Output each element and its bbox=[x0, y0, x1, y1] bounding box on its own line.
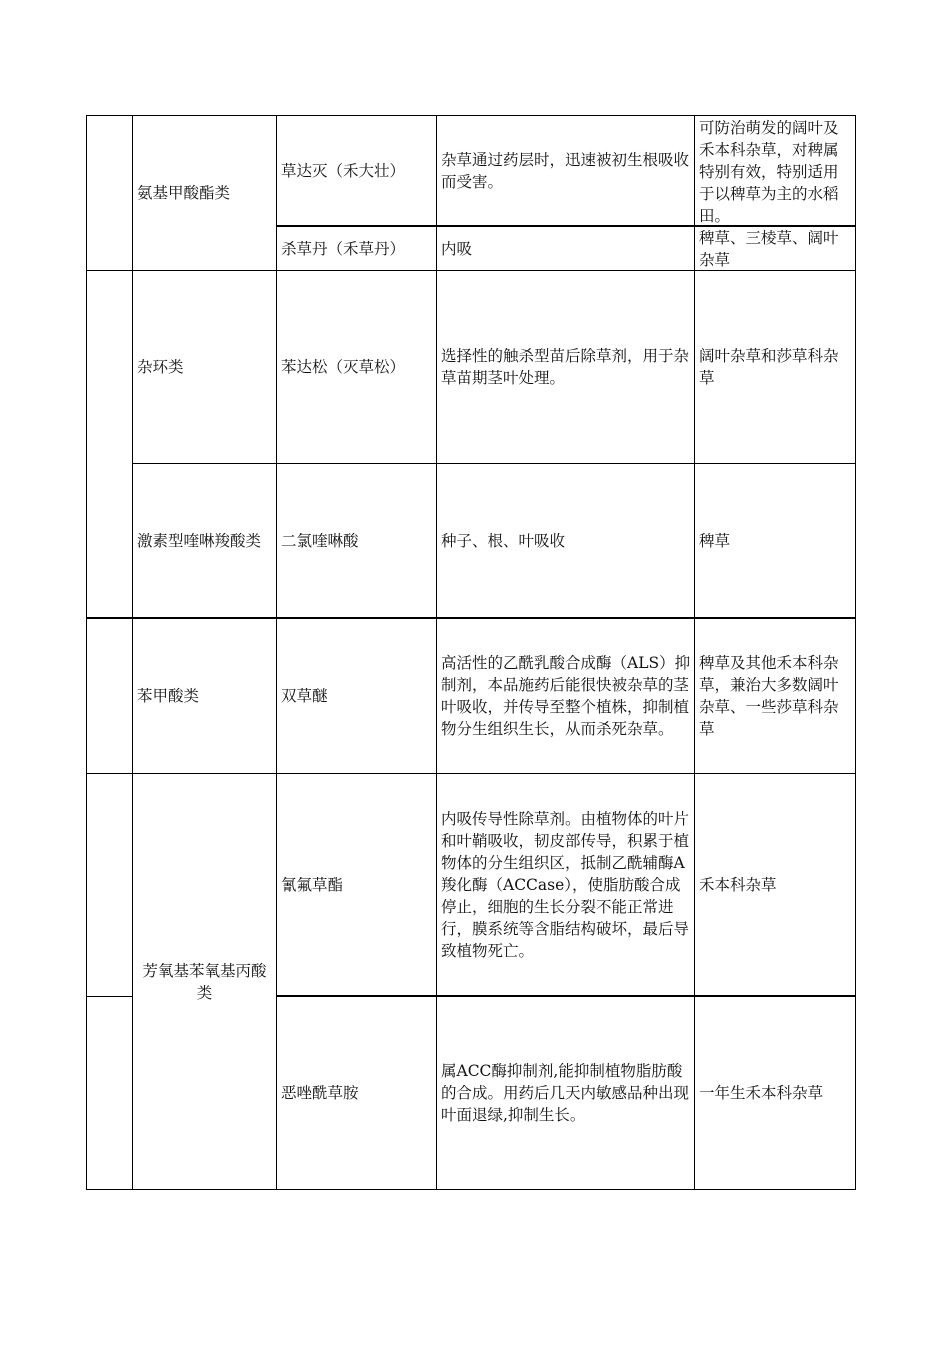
target-weeds-text: 稗草 bbox=[699, 531, 731, 550]
category-text: 苯甲酸类 bbox=[137, 687, 200, 705]
category-text: 激素型喹啉羧酸类 bbox=[137, 531, 262, 550]
herbicide-name-cell bbox=[277, 116, 436, 225]
herbicide-name: 杀草丹（禾草丹） bbox=[281, 239, 406, 258]
target-weeds-text: 稗草及其他禾本科杂草，兼治大多数阔叶杂草、一些莎草科杂草 bbox=[699, 654, 839, 738]
target-weeds-text: 可防治萌发的阔叶及禾本科杂草，对稗属特别有效，特别适用于以稗草为主的水稻田。 bbox=[699, 119, 839, 225]
category-cell bbox=[133, 619, 276, 773]
mode-of-action-text: 杂草通过药层时，迅速被初生根吸收而受害。 bbox=[441, 151, 690, 191]
herbicide-name-cell bbox=[277, 997, 436, 1189]
herbicide-name: 双草醚 bbox=[281, 687, 328, 705]
category-cell bbox=[133, 464, 276, 617]
category-cell bbox=[133, 271, 276, 463]
herbicide-name-cell bbox=[277, 619, 436, 773]
mode-of-action-cell bbox=[437, 619, 694, 773]
table-rule bbox=[855, 115, 856, 1190]
table-rule bbox=[86, 1189, 856, 1190]
mode-of-action-cell bbox=[437, 464, 694, 617]
target-weeds-text: 阔叶杂草和莎草科杂草 bbox=[699, 347, 839, 387]
category-text: 芳氧基苯氧基丙酸类 bbox=[142, 961, 267, 1002]
herbicide-name: 氰氟草酯 bbox=[281, 875, 344, 894]
category-cell bbox=[133, 774, 276, 1189]
mode-of-action-text: 属ACC酶抑制剂,能抑制植物脂肪酸的合成。用药后几天内敏感品种出现叶面退绿,抑制生长。 bbox=[441, 1062, 690, 1124]
herbicide-name-cell bbox=[277, 271, 436, 463]
herbicide-name: 草达灭（禾大壮） bbox=[281, 161, 406, 180]
mode-of-action-cell bbox=[437, 227, 694, 270]
target-weeds-cell bbox=[695, 227, 855, 270]
target-weeds-text: 禾本科杂草 bbox=[699, 875, 777, 894]
herbicide-name-cell bbox=[277, 464, 436, 617]
herbicide-name-cell bbox=[277, 774, 436, 995]
category-text: 氨基甲酸酯类 bbox=[137, 184, 231, 202]
herbicide-name: 恶唑酰草胺 bbox=[281, 1084, 359, 1102]
target-weeds-cell bbox=[695, 117, 855, 225]
mode-of-action-text: 内吸 bbox=[441, 239, 473, 258]
target-weeds-cell bbox=[695, 271, 855, 463]
target-weeds-text: 稗草、三棱草、阔叶杂草 bbox=[699, 229, 839, 269]
mode-of-action-cell bbox=[437, 271, 694, 463]
table-rule bbox=[86, 996, 132, 997]
category-cell bbox=[133, 116, 276, 270]
herbicide-name: 苯达松（灭草松） bbox=[281, 358, 406, 376]
herbicide-name: 二氯喹啉酸 bbox=[281, 531, 359, 550]
mode-of-action-text: 种子、根、叶吸收 bbox=[441, 531, 566, 550]
target-weeds-cell bbox=[695, 774, 855, 995]
category-text: 杂环类 bbox=[137, 358, 184, 376]
target-weeds-cell bbox=[695, 464, 855, 617]
target-weeds-cell bbox=[695, 997, 855, 1189]
mode-of-action-cell bbox=[437, 997, 694, 1189]
mode-of-action-text: 选择性的触杀型苗后除草剂，用于杂草苗期茎叶处理。 bbox=[441, 347, 690, 387]
mode-of-action-text: 内吸传导性除草剂。由植物体的叶片和叶鞘吸收，韧皮部传导，积累于植物体的分生组织区，抵制乙酰辅酶A羧化酶（ACCase），使脂肪酸合成停止，细胞的生长分裂不能正常进行，膜系统等含脂结构破坏，最后导致植物死亡。 bbox=[441, 809, 690, 960]
target-weeds-text: 一年生禾本科杂草 bbox=[699, 1084, 824, 1102]
mode-of-action-text: 高活性的乙酰乳酸合成酶（ALS）抑制剂，本品施药后能很快被杂草的茎叶吸收，并传导至整个植株，抑制植物分生组织生长，从而杀死杂草。 bbox=[441, 654, 691, 738]
herbicide-name-cell bbox=[277, 227, 436, 270]
mode-of-action-cell bbox=[437, 774, 694, 995]
table-rule bbox=[86, 115, 87, 1190]
mode-of-action-cell bbox=[437, 149, 694, 225]
target-weeds-cell bbox=[695, 619, 855, 773]
